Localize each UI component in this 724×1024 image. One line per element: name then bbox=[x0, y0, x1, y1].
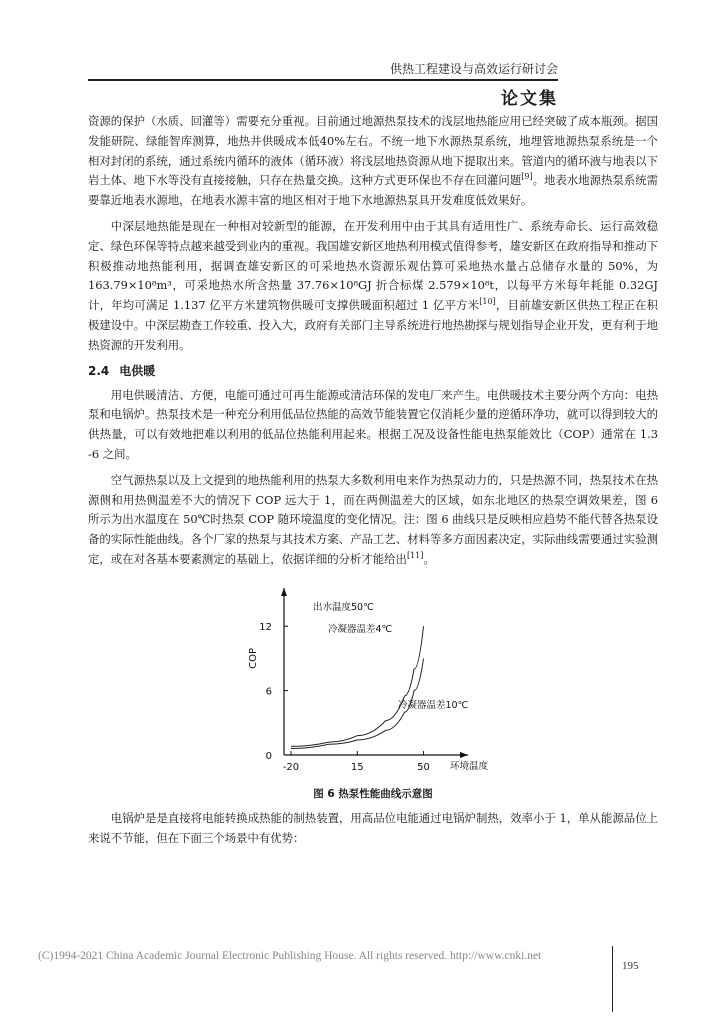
x-tick-label: 50 bbox=[417, 761, 430, 773]
paragraph-1-tail: 。地表水地源热泵系统需要靠近地表水源地，在地表水源丰富的地区相对于地下水地源热泵具开发难度低效果好。 bbox=[88, 173, 658, 208]
citation-10[interactable]: [10] bbox=[479, 297, 496, 307]
paragraph-1 bbox=[88, 112, 658, 211]
header-section-label: 论文集 bbox=[501, 89, 558, 109]
x-axis-arrow bbox=[460, 752, 468, 758]
figure-6 bbox=[88, 580, 658, 780]
chart-annotation-1: 出水温度50℃ bbox=[313, 601, 374, 613]
y-axis-arrow bbox=[281, 588, 287, 596]
article-body bbox=[88, 112, 658, 854]
section-number: 2.4 bbox=[88, 363, 110, 378]
paragraph-5-text: 电锅炉是是直接将电能转换成热能的制热装置，用高品位电能通过电锅炉制热，效率小于 1，单从能源品位上来说不节能，但在下面三个场景中有优势： bbox=[88, 810, 658, 845]
paragraph-2-text: 中深层地热能是现在一种相对较新型的能源，在开发利用中由于其具有适用性广、系统寿命长、运行高效稳定、绿色环保等特点越来越受到业内的重视。我国雄安新区地热利用模式值得参考，雄安新区在政府指导和推动下积极推动地热能利用，据调查雄安新区的可采地热水资源乐观估算可采地热水量占总储存水量的 50%，为 163.79×10⁸m³，可采地热水所含热量 37.76×10⁸GJ 折合标煤 2.579×10⁸t，以每平方米每年耗能 0.32GJ 计，年均可满足 1.137 亿平方米建筑物供暖可支撑供暖面积超过 1 亿平方米 bbox=[88, 218, 658, 313]
chart-annotation-2: 冷凝器温差4℃ bbox=[328, 623, 393, 635]
y-axis-label: COP bbox=[248, 647, 259, 669]
page-number: 195 bbox=[622, 960, 639, 972]
header-series-title: 供热工程建设与高效运行研讨会 bbox=[389, 62, 558, 76]
paragraph-5 bbox=[88, 809, 658, 849]
x-tick-label: -20 bbox=[282, 761, 300, 773]
chart-annotation-3: 冷凝器温差10℃ bbox=[398, 699, 469, 711]
figure-caption: 图 6 热泵性能曲线示意图 bbox=[313, 787, 433, 800]
paragraph-4-text: 空气源热泵以及上文提到的地热能利用的热泵大多数利用电来作为热泵动力的，只是热源不同，热泵技术在热源侧和用热侧温差不大的情况下 COP 远大于 1，而在两侧温差大的区域，如东北地区的热泵空调效果差，图 6 所示为出水温度在 50℃时热泵 COP 随环境温度的变化情况。注：图 6 曲线只是反映相应趋势不能代替各热泵设备的实际性能曲线。各个厂家的热泵与其技术方案、产品工艺、材料等多方面因素决定，实际曲线需要通过实验测定，或在对各基本要素测定的基础上，依据详细的分析才能给出 bbox=[88, 472, 658, 566]
paragraph-1-text: 资源的保护（水质、回灌等）需要充分重视。目前通过地源热泵技术的浅层地热能应用已经突破了成本瓶颈。据国发能研院、绿能智库测算，地热井供暖成本低40%左右。不统一地下水源热泵系统，地埋管地源热泵系统是一个相对封闭的系统，通过系统内循环的液体（循环液）将浅层地热资源从地下提取出来。管道内的循环液与地表以下岩土体、地下水等没有直接接触，只存在热量交换。这种方式更环保也不存在回灌问题 bbox=[88, 114, 658, 188]
paragraph-3 bbox=[88, 386, 658, 465]
footer-vertical-rule bbox=[612, 946, 613, 1012]
x-tick-label: 15 bbox=[350, 761, 364, 773]
paragraph-4 bbox=[88, 471, 658, 570]
y-tick-label: 6 bbox=[265, 686, 272, 698]
citation-11[interactable]: [11] bbox=[406, 551, 424, 561]
cop-chart bbox=[88, 580, 658, 780]
y-tick-label: 12 bbox=[259, 621, 272, 633]
paragraph-4-tail: 。 bbox=[423, 551, 435, 566]
series-line-1 bbox=[291, 626, 424, 746]
footer-copyright: (C)1994-2021 China Academic Journal Electronic Publishing House. All rights reserved. http://www.cnki.net bbox=[38, 950, 542, 962]
paragraph-3-text: 用电供暖清洁、方便，电能可通过可再生能源或清洁环保的发电厂来产生。电供暖技术主要分两个方向：电热泵和电锅炉。热泵技术是一种充分利用低品位热能的高效节能装置它仅消耗少量的逆循环净功，就可以得到较大的供热量，可以有效地把难以利用的低品位热能利用起来。根据工况及设备性能电热泵能效比（COP）通常在 1.3 -6 之间。 bbox=[88, 387, 658, 461]
paragraph-2 bbox=[88, 217, 658, 356]
y-tick-label: 0 bbox=[265, 750, 272, 762]
citation-9[interactable]: [9] bbox=[521, 172, 533, 182]
section-heading bbox=[88, 362, 658, 380]
paragraph-2-tail: ，目前雄安新区供热工程正在积极建设中。中深层勘查工作较重、投入大，政府有关部门主导系统进行地热勘探与规划指导企业开发，更有利于地热资源的开发利用。 bbox=[88, 298, 658, 352]
section-title: 电供暖 bbox=[119, 363, 156, 378]
x-axis-label: 环境温度 bbox=[450, 760, 489, 772]
header-rule bbox=[88, 79, 558, 81]
